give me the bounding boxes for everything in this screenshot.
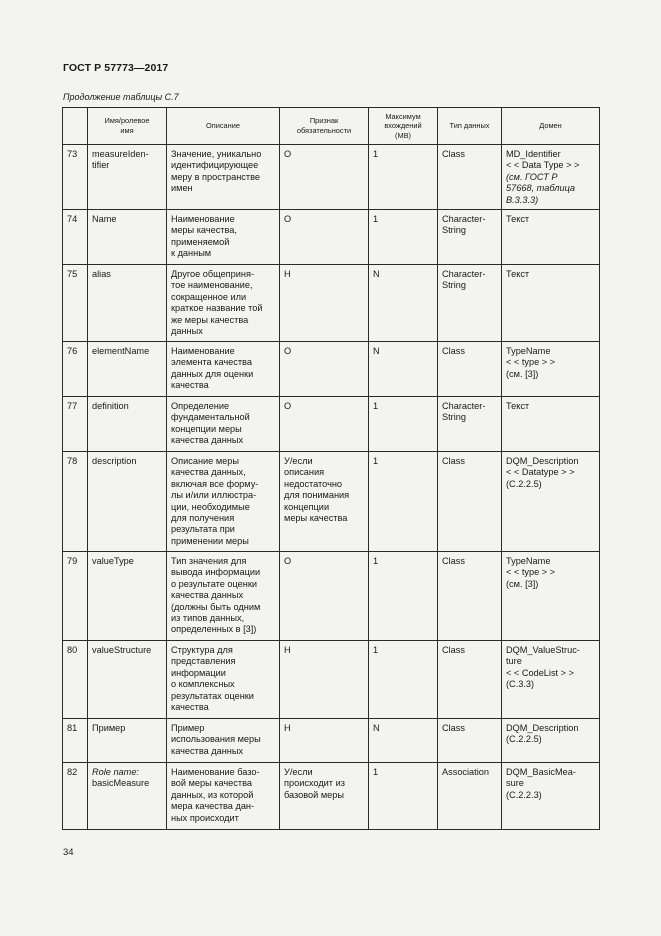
cell-domain <box>502 342 600 397</box>
cell-max-occurrence: 1 <box>369 452 438 552</box>
cell-obligation: Н <box>280 719 369 763</box>
cell-max-occurrence: N <box>369 719 438 763</box>
header-row <box>63 108 600 145</box>
cell-number: 77 <box>63 397 88 452</box>
table-body <box>63 145 600 830</box>
col-header-max-occurrence: Максимум вхождений (МВ) <box>369 108 438 145</box>
col-header-description: Описание <box>167 108 280 145</box>
cell-domain <box>502 145 600 210</box>
cell-data-type: Association <box>438 763 502 830</box>
cell-description: Пример использования меры качества данных <box>167 719 280 763</box>
cell-data-type: Class <box>438 719 502 763</box>
cell-max-occurrence: N <box>369 342 438 397</box>
table-row <box>63 552 600 641</box>
cell-obligation: О <box>280 397 369 452</box>
cell-obligation: О <box>280 552 369 641</box>
cell-name: elementName <box>88 342 167 397</box>
cell-number: 79 <box>63 552 88 641</box>
cell-number: 73 <box>63 145 88 210</box>
cell-domain <box>502 641 600 719</box>
standard-designation: ГОСТ Р 57773—2017 <box>63 62 169 74</box>
cell-number: 76 <box>63 342 88 397</box>
domain-value: TypeName < < type > > (см. [3]) <box>506 556 556 589</box>
cell-description: Определение фундаментальной концепции меры качества данных <box>167 397 280 452</box>
cell-number: 75 <box>63 265 88 342</box>
cell-max-occurrence: 1 <box>369 641 438 719</box>
cell-name: description <box>88 452 167 552</box>
cell-domain <box>502 552 600 641</box>
table-row <box>63 342 600 397</box>
cell-domain <box>502 763 600 830</box>
col-header-data-type: Тип данных <box>438 108 502 145</box>
cell-obligation: Н <box>280 641 369 719</box>
cell-name: definition <box>88 397 167 452</box>
table-row <box>63 641 600 719</box>
col-header-number <box>63 108 88 145</box>
role-name-value: basicMeasure <box>92 778 150 789</box>
domain-value: Текст <box>506 269 530 280</box>
domain-reference: (см. ГОСТ Р 57668, таблица В.3.3.3) <box>506 171 576 205</box>
domain-value: DQM_Description < < Datatype > > (С.2.2.5) <box>506 456 579 489</box>
table-continuation-caption: Продолжение таблицы С.7 <box>63 92 179 102</box>
cell-data-type: Class <box>438 145 502 210</box>
table-row <box>63 763 600 830</box>
cell-max-occurrence: 1 <box>369 145 438 210</box>
cell-description: Наименование элемента качества данных для оценки качества <box>167 342 280 397</box>
cell-name: Пример <box>88 719 167 763</box>
cell-data-type: Character- String <box>438 265 502 342</box>
col-header-domain: Домен <box>502 108 600 145</box>
cell-number: 80 <box>63 641 88 719</box>
cell-data-type: Class <box>438 452 502 552</box>
cell-data-type: Class <box>438 552 502 641</box>
cell-description: Наименование базо- вой меры качества данных, из которой мера качества дан- ных происходит <box>167 763 280 830</box>
cell-data-type: Character- String <box>438 210 502 265</box>
cell-description: Структура для представления информации о комплексных результатах оценки качества <box>167 641 280 719</box>
cell-max-occurrence: 1 <box>369 397 438 452</box>
cell-name: alias <box>88 265 167 342</box>
cell-max-occurrence: 1 <box>369 763 438 830</box>
attribute-table <box>62 107 600 830</box>
cell-name: measureIden- tifier <box>88 145 167 210</box>
domain-value: Текст <box>506 214 530 225</box>
cell-max-occurrence: 1 <box>369 210 438 265</box>
domain-value: TypeName < < type > > (см. [3]) <box>506 346 556 379</box>
cell-obligation: О <box>280 342 369 397</box>
cell-name: valueType <box>88 552 167 641</box>
table-row <box>63 265 600 342</box>
cell-data-type: Class <box>438 641 502 719</box>
cell-domain <box>502 719 600 763</box>
cell-obligation: Н <box>280 265 369 342</box>
cell-number: 81 <box>63 719 88 763</box>
col-header-name: Имя/ролевое имя <box>88 108 167 145</box>
domain-value: DQM_ValueStruc- ture < < CodeList > > (С.3.3) <box>506 645 580 690</box>
domain-value: DQM_Description (С.2.2.5) <box>506 723 579 745</box>
cell-obligation: О <box>280 210 369 265</box>
role-name-prefix: Role name: <box>92 767 139 778</box>
table-row <box>63 719 600 763</box>
table-row <box>63 210 600 265</box>
cell-description: Значение, уникально идентифицирующее меру в пространстве имен <box>167 145 280 210</box>
cell-domain <box>502 210 600 265</box>
cell-description: Наименование меры качества, применяемой к данным <box>167 210 280 265</box>
cell-name <box>88 763 167 830</box>
cell-name: Name <box>88 210 167 265</box>
cell-number: 74 <box>63 210 88 265</box>
cell-description: Другое общеприня- тое наименование, сокращенное или краткое название той же меры качества данных <box>167 265 280 342</box>
table-row <box>63 145 600 210</box>
cell-max-occurrence: N <box>369 265 438 342</box>
domain-value: Текст <box>506 401 530 412</box>
cell-data-type: Character- String <box>438 397 502 452</box>
col-header-obligation: Признак обязательности <box>280 108 369 145</box>
cell-data-type: Class <box>438 342 502 397</box>
table-row <box>63 452 600 552</box>
cell-domain <box>502 265 600 342</box>
cell-max-occurrence: 1 <box>369 552 438 641</box>
cell-obligation: У/если происходит из базовой меры <box>280 763 369 830</box>
cell-obligation: О <box>280 145 369 210</box>
cell-description: Тип значения для вывода информации о результате оценки качества данных (должны быть одним из типов данных, определенных в [3]) <box>167 552 280 641</box>
cell-number: 82 <box>63 763 88 830</box>
domain-value: MD_Identifier < < Data Type > > <box>506 149 580 171</box>
cell-description: Описание меры качества данных, включая все форму- лы и/или иллюстра- ции, необходимые для получения результата при применении меры <box>167 452 280 552</box>
domain-value: DQM_BasicMea- sure (С.2.2.3) <box>506 767 576 800</box>
cell-domain <box>502 397 600 452</box>
cell-obligation: У/если описания недостаточно для понимания концепции меры качества <box>280 452 369 552</box>
page-number: 34 <box>63 847 74 858</box>
table-header <box>63 108 600 145</box>
cell-name: valueStructure <box>88 641 167 719</box>
cell-number: 78 <box>63 452 88 552</box>
table-row <box>63 397 600 452</box>
cell-domain <box>502 452 600 552</box>
